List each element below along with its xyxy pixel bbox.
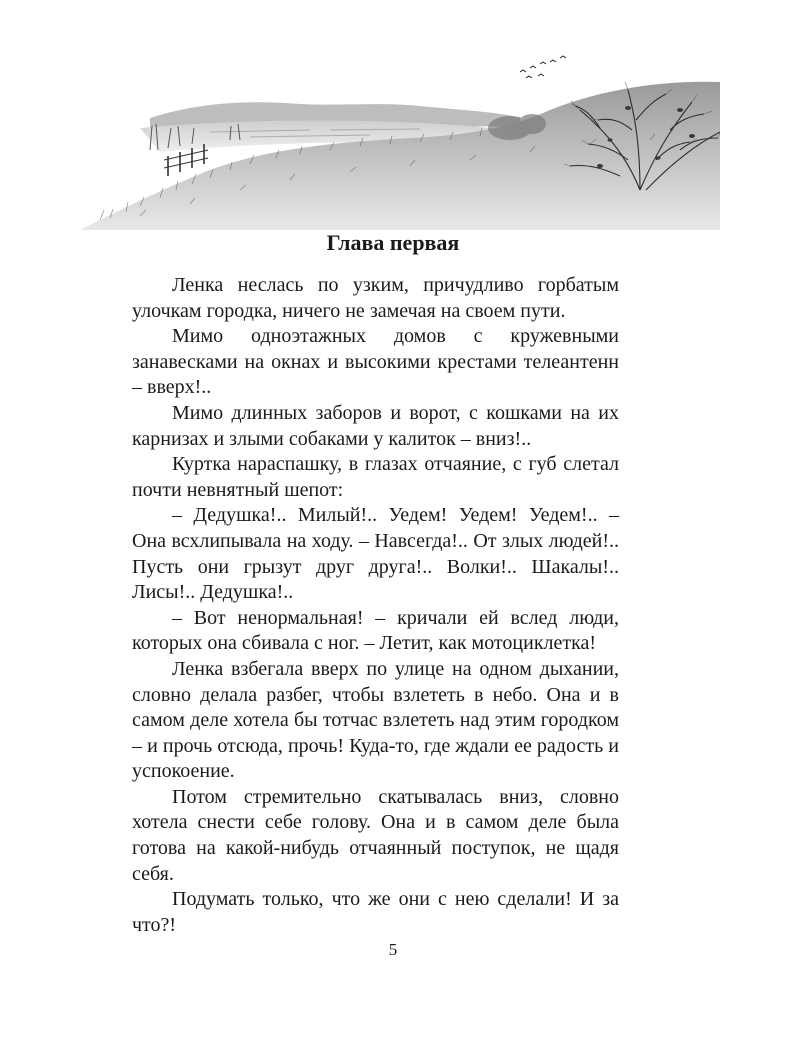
- paragraph: Подумать только, что же они с нею сделали! И за что?!: [132, 888, 619, 936]
- page-number: 5: [388, 940, 398, 959]
- paragraph: – Вот ненормальная! – кричали ей вслед люди, которых она сбивала с ног. – Летит, как мотоциклетка!: [132, 606, 619, 655]
- landscape-illustration: [80, 40, 720, 230]
- hill: [80, 82, 720, 230]
- paragraph: Ленка взбегала вверх по улице на одном дыхании, словно делала разбег, чтобы взлететь в небо. Она и в самом деле хотела бы тотчас взлететь над этим городком – и прочь отсюда, прочь! Куда-то, где ждали ее радость и успокоение.: [132, 657, 619, 783]
- chapter-text: [132, 273, 619, 938]
- paragraph: Куртка нараспашку, в глазах отчаяние, с губ слетал почти невнятный шепот:: [132, 453, 619, 501]
- paragraph: Ленка неслась по узким, причудливо горбатым улочкам городка, ничего не замечая на своем пути.: [132, 274, 619, 322]
- chapter-title: Глава первая: [326, 230, 460, 255]
- paragraph: Мимо одноэтажных домов с кружевными занавесками на окнах и высокими крестами телеантенн – вверх!..: [132, 325, 619, 399]
- paragraph: Потом стремительно скатывалась вниз, словно хотела снести себе голову. Она и в самом деле была готова на какой-нибудь отчаянный поступок, не щадя себя.: [132, 785, 619, 885]
- flying-birds: [520, 56, 566, 78]
- paragraph: – Дедушка!.. Милый!.. Уедем! Уедем! Уедем!.. – Она всхлипывала на ходу. – Навсегда!.. От злых людей!.. Пусть они грызут друг друга!.. Волки!.. Шакалы!.. Лисы!.. Дедушка!..: [132, 504, 619, 604]
- paragraph: Мимо длинных заборов и ворот, с кошками на их карнизах и злыми собаками у калиток – вниз!..: [132, 401, 619, 450]
